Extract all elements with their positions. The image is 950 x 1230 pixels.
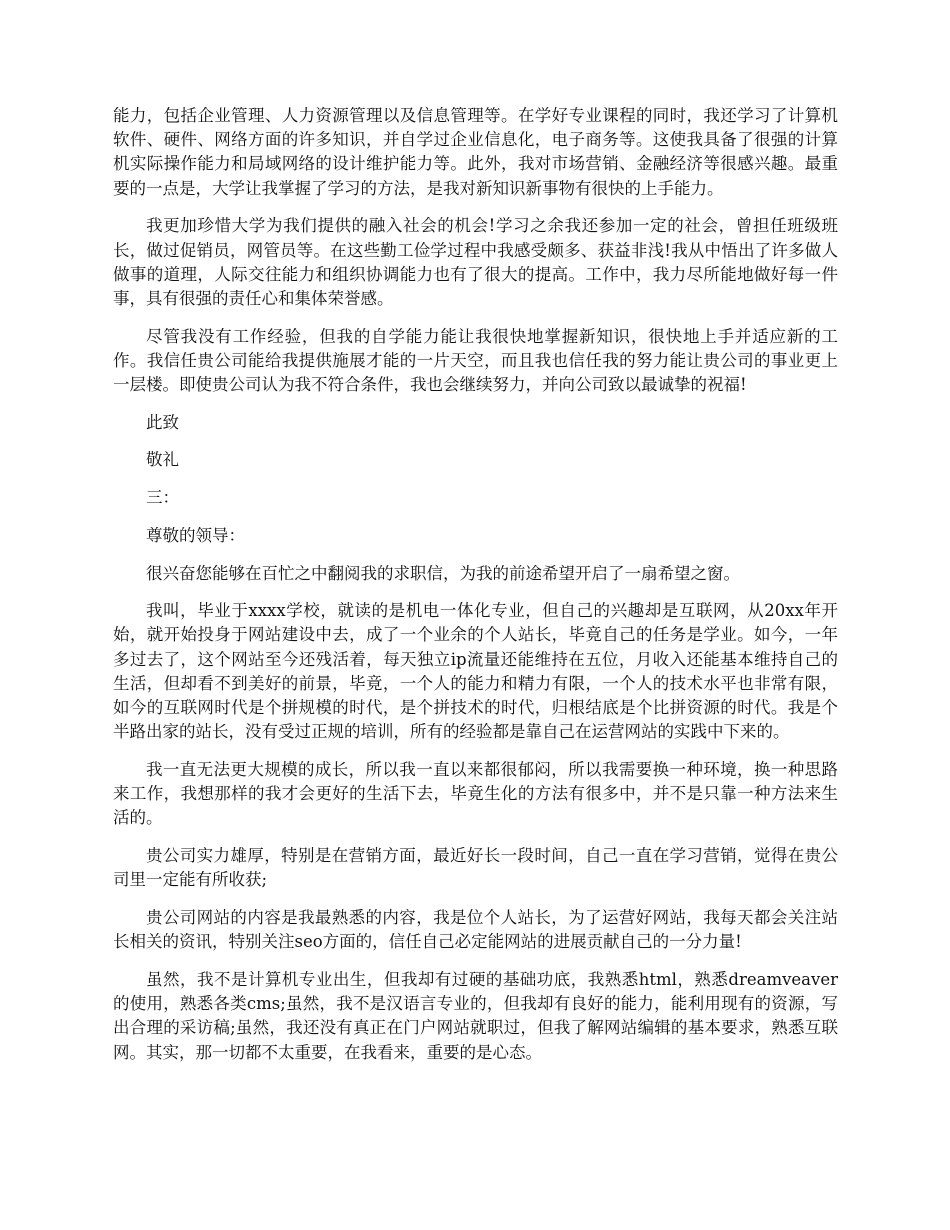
paragraph-website-content: 贵公司网站的内容是我最熟悉的内容，我是位个人站长，为了运营好网站，我每天都会关注站长相关的资讯，特别关注seo方面的，信任自己必定能网站的进展贡献自己的一分力量! (113, 907, 838, 952)
paragraph-motivation: 我一直无法更大规模的成长，所以我一直以来都很郁闷，所以我需要换一种环境，换一种思路来工作，我想那样的我才会更好的生活下去，毕竟生化的方法有很多中，并不是只靠一种方法来生活的。 (113, 759, 838, 828)
section-heading-three: 三： (146, 488, 179, 508)
closing-salutation: 此致 (146, 412, 179, 432)
paragraph-continuation: 能力，包括企业管理、人力资源管理以及信息管理等。在学好专业课程的同时，我还学习了计算机软件、硬件、网络方面的许多知识，并自学过企业信息化，电子商务等。这使我具备了很强的计算机实际操作能力和局域网络的设计维护能力等。此外，我对市场营销、金融经济等很感兴趣。最重要的一点是，大学让我掌握了学习的方法，是我对新知识新事物有很快的上手能力。 (113, 106, 838, 198)
paragraph-skills: 虽然，我不是计算机专业出生，但我却有过硬的基础功底，我熟悉html，熟悉dreamveaver的使用，熟悉各类cms;虽然，我不是汉语言专业的，但我却有良好的能力，能利用现有的资源，写出合理的采访稿;虽然，我还没有真正在门户网站就职过，但我了解网站编辑的基本要求，熟悉互联网。其实，那一切都不太重要，在我看来，重要的是心态。 (113, 969, 838, 1062)
paragraph-company-strength: 贵公司实力雄厚，特别是在营销方面，最近好长一段时间，自己一直在学习营销，觉得在贵公司里一定能有所收获; (113, 846, 838, 890)
paragraph-self-learning: 尽管我没有工作经验，但我的自学能力能让我很快地掌握新知识，很快地上手并适应新的工作。我信任贵公司能给我提供施展才能的一片天空，而且我也信任我的努力能让贵公司的事业更上一层楼。即使贵公司认为我不符合条件，我也会继续努力，并向公司致以最诚挚的祝福! (113, 326, 838, 395)
closing-regards: 敬礼 (146, 450, 179, 470)
document-body (113, 104, 838, 1078)
paragraph-introduction: 我叫，毕业于xxxx学校，就读的是机电一体化专业，但自己的兴趣却是互联网，从20xx年开始，就开始投身于网站建设中去，成了一个业余的个人站长，毕竟自己的任务是学业。如今，一年多过去了，这个网站至今还残活着，每天独立ip流量还能维持在五位，月收入还能基本维持自己的生活，但却看不到美好的前景，毕竟，一个人的能力和精力有限，一个人的技术水平也非常有限，如今的互联网时代是个拼规模的时代，是个拼技术的时代，归根结底是个比拼资源的时代。我是个半路出家的站长，没有受过正规的培训，所有的经验都是靠自己在运营网站的实践中下来的。 (113, 601, 838, 742)
paragraph-social-experience: 我更加珍惜大学为我们提供的融入社会的机会!学习之余我还参加一定的社会，曾担任班级班长，做过促销员，网管员等。在这些勤工俭学过程中我感受颇多、获益非浅!我从中悟出了许多做人做事的道理，人际交往能力和组织协调能力也有了很大的提高。工作中，我力尽所能地做好每一件事，具有很强的责任心和集体荣誉感。 (113, 216, 838, 308)
letter-greeting: 尊敬的领导： (146, 525, 245, 545)
paragraph-opening: 很兴奋您能够在百忙之中翻阅我的求职信，为我的前途希望开启了一扇希望之窗。 (146, 563, 740, 583)
